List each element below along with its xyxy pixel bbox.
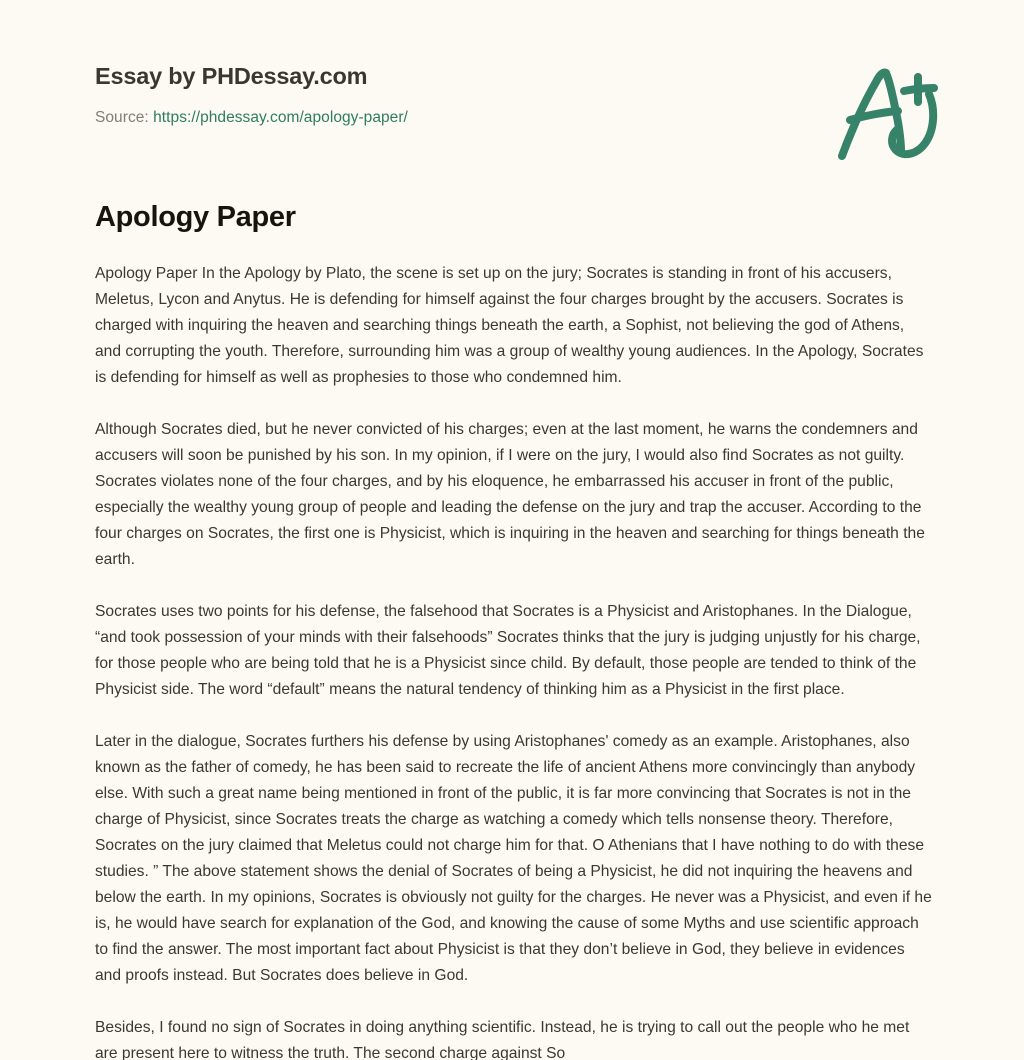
brand-title: Essay by PHDessay.com xyxy=(95,63,368,89)
article xyxy=(0,200,1024,1060)
paragraph: Later in the dialogue, Socrates furthers his defense by using Aristophanes' comedy as an example. Aristophanes, also known as the father of comedy, he has been said to recreate the life of ancient Athens more convincingly than anybody else. With such a great name being mentioned in front of the public, it is far more convincing that Socrates is not in the charge of Physicist, since Socrates treats the charge as watching a comedy which tells nonsense theory. Therefore, Socrates on the jury claimed that Meletus could not charge him for that. O Athenians that I have nothing to do with these studies. ” The above statement shows the denial of Socrates of being a Physicist, he did not inquiring the heavens and below the earth. In my opinions, Socrates is obviously not guilty for the charges. He never was a Physicist, and even if he is, he would have search for explanation of the God, and knowing the cause of some Myths and use scientific approach to find the answer. The most important fact about Physicist is that they don’t believe in God, they believe in evidences and proofs instead. But Socrates does believe in God. xyxy=(95,732,932,984)
paragraph: Besides, I found no sign of Socrates in doing anything scientific. Instead, he is trying to call out the people who he met are present here to witness the truth. The second charge against So xyxy=(95,1018,910,1060)
page-title: Apology Paper xyxy=(95,201,296,233)
article-body xyxy=(95,261,932,1060)
a-plus-logo xyxy=(828,58,946,168)
paragraph: Apology Paper In the Apology by Plato, the scene is set up on the jury; Socrates is standing in front of his accusers, Meletus, Lycon and Anytus. He is defending for himself against the four charges brought by the accusers. Socrates is charged with inquiring the heaven and searching things beneath the earth, a Sophist, not believing the god of Athens, and corrupting the youth. Therefore, surrounding him was a group of wealthy young audiences. In the Apology, Socrates is defending for himself as well as prophesies to those who condemned him. xyxy=(95,264,924,386)
source-url-link[interactable]: https://phdessay.com/apology-paper/ xyxy=(153,109,408,127)
paragraph: Although Socrates died, but he never convicted of his charges; even at the last moment, he warns the condemners and accusers will soon be punished by his son. In my opinion, if I were on the jury, I would also find Socrates as not guilty. Socrates violates none of the four charges, and by his eloquence, he embarrassed his accuser in front of the public, especially the wealthy young group of people and leading the defense on the jury and trap the accuser. According to the four charges on Socrates, the first one is Physicist, which is inquiring in the heaven and searching for things beneath the earth. xyxy=(95,420,925,568)
source-line xyxy=(95,108,946,128)
page-header xyxy=(0,0,1024,200)
source-label: Source: xyxy=(95,109,149,127)
paragraph: Socrates uses two points for his defense, the falsehood that Socrates is a Physicist and Aristophanes. In the Dialogue, “and took possession of your minds with their falsehoods” Socrates thinks that the jury is judging unjustly for his charge, for those people who are being told that he is a Physicist since child. By default, those people are tended to think of the Physicist side. The word “default” means the natural tendency of thinking him as a Physicist in the first place. xyxy=(95,602,921,698)
